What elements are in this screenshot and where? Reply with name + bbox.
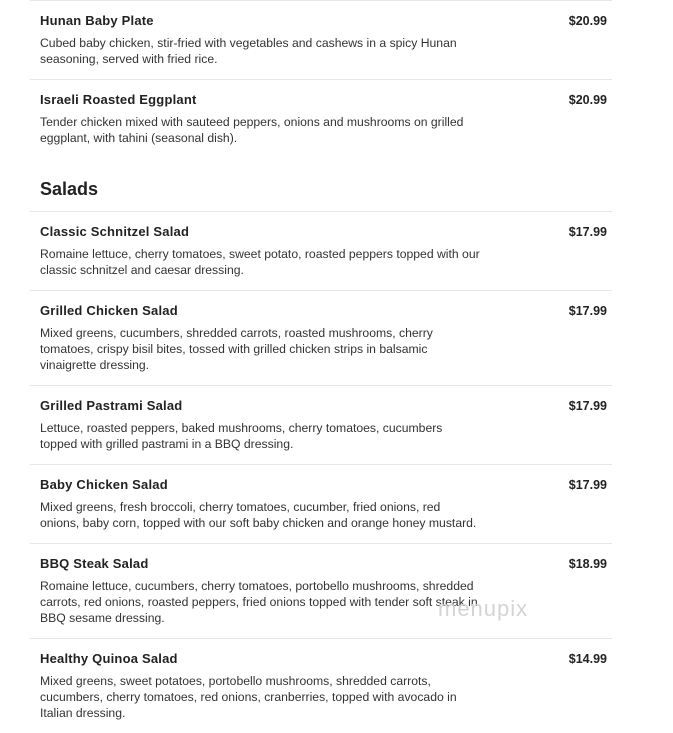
menu-page [30, 0, 612, 733]
menu-item[interactable] [30, 639, 612, 733]
menu-item-name: Israeli Roasted Eggplant [40, 92, 197, 107]
menu-item-name: Healthy Quinoa Salad [40, 651, 178, 666]
menu-item-name: Grilled Pastrami Salad [40, 398, 183, 413]
menu-item-description: Romaine lettuce, cucumbers, cherry tomatoes, portobello mushrooms, shredded carrots, red onions, roasted peppers, fried onions topped with tender soft steak in BBQ sesame dressing. [40, 579, 478, 625]
menu-item-name: Hunan Baby Plate [40, 13, 154, 28]
menu-item-price: $20.99 [568, 93, 607, 107]
menu-item-price: $14.99 [568, 652, 607, 666]
menu-item-price: $17.99 [568, 399, 607, 413]
menu-item-price: $17.99 [568, 304, 607, 318]
menu-item-price: $20.99 [568, 14, 607, 28]
menu-item[interactable] [30, 1, 612, 80]
menu-item[interactable] [30, 386, 612, 465]
menu-item-name: Classic Schnitzel Salad [40, 224, 190, 239]
menu-item-description: Romaine lettuce, cherry tomatoes, sweet potato, roasted peppers topped with our classic schnitzel and caesar dressing. [40, 247, 480, 277]
menu-item-description: Mixed greens, sweet potatoes, portobello mushrooms, shredded carrots, cucumbers, cherry tomatoes, red onions, cranberries, topped with avocado in Italian dressing. [40, 674, 457, 720]
menu-item-name: Baby Chicken Salad [40, 477, 168, 492]
menupix-watermark: menupix [438, 596, 529, 621]
menu-item-description: Cubed baby chicken, stir-fried with vegetables and cashews in a spicy Hunan seasoning, served with fried rice. [40, 36, 457, 66]
menu-item[interactable] [30, 465, 612, 544]
section-title-salads: Salads [30, 175, 612, 212]
menu-item[interactable] [30, 80, 612, 158]
menu-item-price: $17.99 [568, 478, 607, 492]
menu-item-name: BBQ Steak Salad [40, 556, 149, 571]
menu-item-price: $17.99 [568, 225, 607, 239]
menu-item-description: Mixed greens, fresh broccoli, cherry tomatoes, cucumber, fried onions, red onions, baby corn, topped with our soft baby chicken and orange honey mustard. [40, 500, 477, 530]
menu-item-description: Mixed greens, cucumbers, shredded carrots, roasted mushrooms, cherry tomatoes, crispy bisil bites, tossed with grilled chicken strips in balsamic vinaigrette dressing. [40, 326, 433, 372]
menu-item[interactable] [30, 291, 612, 386]
menu-item[interactable] [30, 212, 612, 291]
menu-item[interactable] [30, 544, 612, 639]
menu-item-name: Grilled Chicken Salad [40, 303, 178, 318]
menu-item-description: Lettuce, roasted peppers, baked mushrooms, cherry tomatoes, cucumbers topped with grilled pastrami in a BBQ dressing. [40, 421, 443, 451]
menu-item-description: Tender chicken mixed with sauteed peppers, onions and mushrooms on grilled eggplant, with tahini (seasonal dish). [40, 115, 464, 145]
menu-item-price: $18.99 [568, 557, 607, 571]
